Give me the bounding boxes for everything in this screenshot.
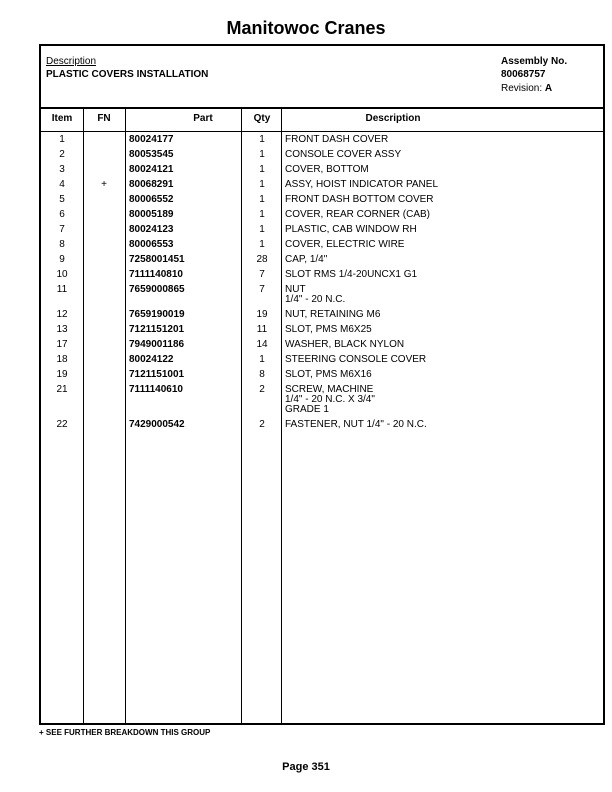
part-number-cell: 80006553 (129, 239, 174, 250)
table-row (41, 150, 603, 165)
item-cell: 5 (59, 194, 65, 205)
quantity-cell: 2 (259, 384, 265, 395)
part-number-cell: 80006552 (129, 194, 174, 205)
item-cell: 13 (56, 324, 68, 335)
quantity-cell: 2 (259, 419, 265, 430)
revision-label: Revision: (501, 83, 543, 94)
parts-list-frame (39, 44, 605, 725)
parts-table-body (41, 135, 603, 435)
header-fn: FN (97, 113, 111, 124)
part-number-cell: 7111140810 (129, 269, 183, 280)
quantity-cell: 1 (259, 354, 265, 365)
table-row (41, 180, 603, 195)
part-number-cell: 7429000542 (129, 419, 185, 430)
quantity-cell: 1 (259, 149, 265, 160)
revision-value: A (544, 83, 553, 94)
description-cell: NUT, RETAINING M6 (285, 309, 381, 320)
part-number-cell: 80005189 (129, 209, 174, 220)
quantity-cell: 1 (259, 194, 265, 205)
quantity-cell: 19 (256, 309, 268, 320)
quantity-cell: 8 (259, 369, 265, 380)
description-label: Description (46, 56, 97, 67)
quantity-cell: 1 (259, 224, 265, 235)
item-cell: 19 (56, 369, 68, 380)
part-number-cell: 80024177 (129, 134, 174, 145)
part-number-cell: 80068291 (129, 179, 174, 190)
quantity-cell: 1 (259, 209, 265, 220)
description-cell: FRONT DASH BOTTOM COVER (285, 194, 434, 205)
quantity-cell: 1 (259, 134, 265, 145)
item-cell: 3 (59, 164, 65, 175)
header-qty: Qty (253, 113, 271, 124)
document-title: Manitowoc Cranes (226, 18, 386, 38)
item-cell: 7 (59, 224, 65, 235)
assembly-number-value: 80068757 (501, 69, 546, 80)
table-row (41, 370, 603, 385)
item-cell: 22 (56, 419, 68, 430)
table-row (41, 385, 603, 420)
table-row (41, 135, 603, 150)
description-value: PLASTIC COVERS INSTALLATION (46, 69, 209, 80)
description-cell: SLOT, PMS M6X25 (285, 324, 372, 335)
revision (501, 83, 552, 94)
table-row (41, 340, 603, 355)
description-cell: COVER, BOTTOM (285, 164, 369, 175)
description-cell: FASTENER, NUT 1/4" - 20 N.C. (285, 419, 427, 430)
table-row (41, 210, 603, 225)
table-row (41, 165, 603, 180)
item-cell: 18 (56, 354, 68, 365)
part-number-cell: 7121151001 (129, 369, 185, 380)
table-row (41, 195, 603, 210)
quantity-cell: 14 (256, 339, 268, 350)
description-cell: SLOT RMS 1/4-20UNCX1 G1 (285, 269, 418, 280)
description-cell: NUT 1/4" - 20 N.C. (285, 284, 346, 305)
part-number-cell: 7659000865 (129, 284, 185, 295)
item-cell: 17 (56, 339, 68, 350)
part-number-cell: 7121151201 (129, 324, 185, 335)
table-row (41, 240, 603, 255)
quantity-cell: 7 (259, 284, 265, 295)
table-row (41, 225, 603, 240)
description-cell: CAP, 1/4" (285, 254, 328, 265)
item-cell: 9 (59, 254, 65, 265)
quantity-cell: 11 (256, 324, 268, 335)
item-cell: 21 (56, 384, 68, 395)
description-cell: FRONT DASH COVER (285, 134, 389, 145)
description-cell: ASSY, HOIST INDICATOR PANEL (285, 179, 439, 190)
table-row (41, 310, 603, 325)
item-cell: 4 (59, 179, 65, 190)
item-cell: 10 (56, 269, 68, 280)
table-row (41, 255, 603, 270)
quantity-cell: 1 (259, 164, 265, 175)
description-cell: SCREW, MACHINE 1/4" - 20 N.C. X 3/4" GRADE 1 (285, 384, 375, 415)
part-number-cell: 80024121 (129, 164, 174, 175)
item-cell: 12 (56, 309, 68, 320)
quantity-cell: 1 (259, 239, 265, 250)
table-row (41, 325, 603, 340)
description-cell: STEERING CONSOLE COVER (285, 354, 427, 365)
description-cell: SLOT, PMS M6X16 (285, 369, 372, 380)
part-number-cell: 7659190019 (129, 309, 185, 320)
description-cell: PLASTIC, CAB WINDOW RH (285, 224, 417, 235)
description-cell: CONSOLE COVER ASSY (285, 149, 402, 160)
table-row (41, 355, 603, 370)
part-number-cell: 7949001186 (129, 339, 185, 350)
page-number: Page 351 (282, 761, 330, 773)
fn-cell: + (101, 179, 107, 190)
quantity-cell: 28 (256, 254, 268, 265)
quantity-cell: 1 (259, 179, 265, 190)
part-number-cell: 80024123 (129, 224, 174, 235)
header-item: Item (51, 113, 73, 124)
assembly-number-label: Assembly No. (501, 56, 568, 67)
table-row (41, 285, 603, 310)
part-number-cell: 7258001451 (129, 254, 185, 265)
item-cell: 11 (56, 284, 68, 295)
footnote: + SEE FURTHER BREAKDOWN THIS GROUP (39, 728, 211, 737)
part-number-cell: 80053545 (129, 149, 174, 160)
item-cell: 8 (59, 239, 65, 250)
item-cell: 1 (59, 134, 65, 145)
item-cell: 2 (59, 149, 65, 160)
part-number-cell: 80024122 (129, 354, 174, 365)
assembly-header (41, 46, 603, 109)
table-row (41, 270, 603, 285)
description-cell: WASHER, BLACK NYLON (285, 339, 405, 350)
description-cell: COVER, REAR CORNER (CAB) (285, 209, 431, 220)
quantity-cell: 7 (259, 269, 265, 280)
header-part: Part (193, 113, 213, 124)
item-cell: 6 (59, 209, 65, 220)
part-number-cell: 7111140610 (129, 384, 183, 395)
header-description: Description (365, 113, 421, 124)
description-cell: COVER, ELECTRIC WIRE (285, 239, 405, 250)
table-row (41, 420, 603, 435)
